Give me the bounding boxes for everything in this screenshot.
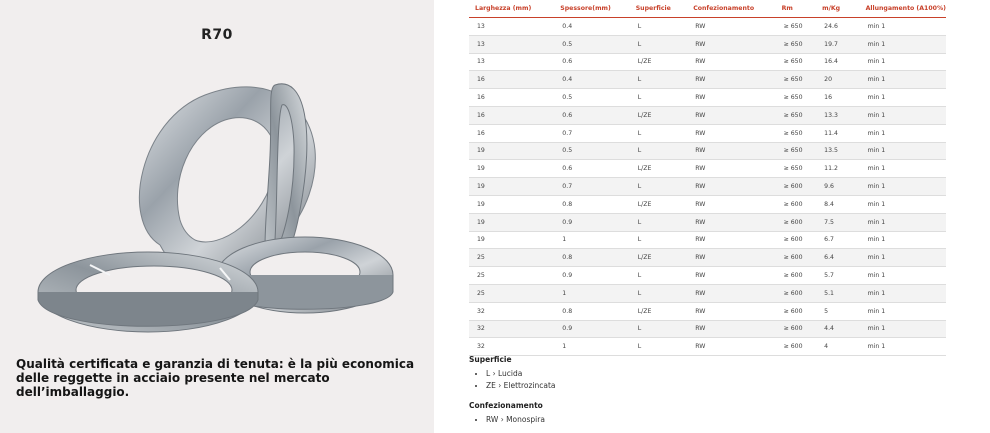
- specifications-table-container: [469, 0, 946, 356]
- cell-allungamento: min 1: [860, 338, 946, 356]
- cell-rm: ≥ 600: [776, 231, 817, 249]
- cell-allungamento: min 1: [860, 213, 946, 231]
- cell-allungamento: min 1: [860, 160, 946, 178]
- cell-larghezza: 16: [469, 89, 554, 107]
- cell-larghezza: 25: [469, 249, 554, 267]
- legend-confezionamento-list: [469, 415, 545, 424]
- cell-confezionamento: RW: [687, 89, 775, 107]
- cell-m-kg: 13.5: [816, 142, 859, 160]
- cell-rm: ≥ 600: [776, 213, 817, 231]
- table-row: [469, 213, 946, 231]
- cell-m-kg: 20: [816, 71, 859, 89]
- cell-confezionamento: RW: [687, 213, 775, 231]
- cell-m-kg: 6.4: [816, 249, 859, 267]
- cell-superficie: L/ZE: [630, 249, 688, 267]
- cell-m-kg: 5: [816, 302, 859, 320]
- header-larghezza: Larghezza (mm): [469, 0, 554, 18]
- cell-spessore: 1: [554, 284, 629, 302]
- cell-rm: ≥ 600: [776, 249, 817, 267]
- header-superficie: Superficie: [630, 0, 688, 18]
- cell-m-kg: 5.1: [816, 284, 859, 302]
- list-item: • L › Lucida: [486, 369, 556, 378]
- cell-larghezza: 16: [469, 106, 554, 124]
- cell-allungamento: min 1: [860, 18, 946, 36]
- cell-confezionamento: RW: [687, 178, 775, 196]
- cell-confezionamento: RW: [687, 106, 775, 124]
- cell-confezionamento: RW: [687, 320, 775, 338]
- cell-superficie: L/ZE: [630, 302, 688, 320]
- table-row: [469, 35, 946, 53]
- cell-superficie: L: [630, 320, 688, 338]
- cell-rm: ≥ 600: [776, 178, 817, 196]
- cell-rm: ≥ 650: [776, 124, 817, 142]
- cell-larghezza: 19: [469, 160, 554, 178]
- cell-rm: ≥ 600: [776, 338, 817, 356]
- product-title: R70: [201, 27, 233, 43]
- cell-confezionamento: RW: [687, 18, 775, 36]
- cell-spessore: 0.5: [554, 89, 629, 107]
- cell-rm: ≥ 600: [776, 195, 817, 213]
- cell-spessore: 0.6: [554, 160, 629, 178]
- cell-confezionamento: RW: [687, 142, 775, 160]
- cell-larghezza: 32: [469, 320, 554, 338]
- cell-larghezza: 19: [469, 142, 554, 160]
- cell-superficie: L: [630, 35, 688, 53]
- cell-larghezza: 19: [469, 195, 554, 213]
- cell-rm: ≥ 650: [776, 18, 817, 36]
- cell-m-kg: 6.7: [816, 231, 859, 249]
- cell-allungamento: min 1: [860, 124, 946, 142]
- cell-spessore: 0.4: [554, 18, 629, 36]
- cell-spessore: 0.5: [554, 35, 629, 53]
- cell-m-kg: 16.4: [816, 53, 859, 71]
- cell-superficie: L: [630, 338, 688, 356]
- cell-allungamento: min 1: [860, 178, 946, 196]
- cell-m-kg: 19.7: [816, 35, 859, 53]
- cell-rm: ≥ 600: [776, 302, 817, 320]
- cell-rm: ≥ 650: [776, 160, 817, 178]
- cell-allungamento: min 1: [860, 89, 946, 107]
- cell-confezionamento: RW: [687, 284, 775, 302]
- cell-superficie: L: [630, 89, 688, 107]
- cell-confezionamento: RW: [687, 249, 775, 267]
- cell-superficie: L/ZE: [630, 53, 688, 71]
- cell-spessore: 0.8: [554, 302, 629, 320]
- header-rm: Rm: [776, 0, 817, 18]
- table-header-row: [469, 0, 946, 18]
- cell-superficie: L: [630, 124, 688, 142]
- cell-rm: ≥ 650: [776, 89, 817, 107]
- header-m-kg: m/Kg: [816, 0, 859, 18]
- cell-larghezza: 19: [469, 231, 554, 249]
- table-row: [469, 195, 946, 213]
- table-row: [469, 338, 946, 356]
- cell-confezionamento: RW: [687, 338, 775, 356]
- header-spessore: Spessore(mm): [554, 0, 629, 18]
- table-row: [469, 284, 946, 302]
- cell-superficie: L: [630, 213, 688, 231]
- cell-superficie: L: [630, 178, 688, 196]
- list-item: • RW › Monospira: [486, 415, 545, 424]
- header-allungamento: Allungamento (A100%): [860, 0, 946, 18]
- cell-superficie: L: [630, 71, 688, 89]
- cell-confezionamento: RW: [687, 267, 775, 285]
- cell-allungamento: min 1: [860, 320, 946, 338]
- cell-larghezza: 13: [469, 53, 554, 71]
- cell-larghezza: 13: [469, 18, 554, 36]
- legend-superficie-title: Superficie: [469, 355, 512, 364]
- cell-rm: ≥ 600: [776, 284, 817, 302]
- cell-confezionamento: RW: [687, 160, 775, 178]
- specifications-table: [469, 0, 946, 356]
- cell-rm: ≥ 600: [776, 320, 817, 338]
- cell-allungamento: min 1: [860, 106, 946, 124]
- cell-superficie: L: [630, 284, 688, 302]
- cell-spessore: 0.6: [554, 53, 629, 71]
- table-row: [469, 160, 946, 178]
- table-body: [469, 18, 946, 356]
- cell-spessore: 0.6: [554, 106, 629, 124]
- cell-spessore: 0.5: [554, 142, 629, 160]
- cell-m-kg: 4.4: [816, 320, 859, 338]
- table-row: [469, 106, 946, 124]
- cell-confezionamento: RW: [687, 195, 775, 213]
- cell-rm: ≥ 650: [776, 142, 817, 160]
- cell-spessore: 0.4: [554, 71, 629, 89]
- cell-m-kg: 13.3: [816, 106, 859, 124]
- cell-m-kg: 4: [816, 338, 859, 356]
- cell-spessore: 0.9: [554, 267, 629, 285]
- table-row: [469, 142, 946, 160]
- list-item: • ZE › Elettrozincata: [486, 381, 556, 390]
- cell-m-kg: 11.2: [816, 160, 859, 178]
- cell-rm: ≥ 650: [776, 53, 817, 71]
- cell-spessore: 1: [554, 231, 629, 249]
- cell-larghezza: 16: [469, 71, 554, 89]
- cell-allungamento: min 1: [860, 231, 946, 249]
- cell-superficie: L: [630, 267, 688, 285]
- cell-allungamento: min 1: [860, 249, 946, 267]
- cell-larghezza: 32: [469, 338, 554, 356]
- table-row: [469, 249, 946, 267]
- cell-larghezza: 16: [469, 124, 554, 142]
- cell-larghezza: 32: [469, 302, 554, 320]
- cell-rm: ≥ 600: [776, 267, 817, 285]
- cell-larghezza: 19: [469, 213, 554, 231]
- legend-confezionamento: [469, 401, 545, 427]
- cell-m-kg: 5.7: [816, 267, 859, 285]
- cell-larghezza: 19: [469, 178, 554, 196]
- cell-larghezza: 13: [469, 35, 554, 53]
- cell-allungamento: min 1: [860, 284, 946, 302]
- cell-m-kg: 11.4: [816, 124, 859, 142]
- legend-confezionamento-title: Confezionamento: [469, 401, 543, 410]
- cell-superficie: L/ZE: [630, 106, 688, 124]
- table-row: [469, 53, 946, 71]
- cell-confezionamento: RW: [687, 53, 775, 71]
- table-row: [469, 124, 946, 142]
- cell-allungamento: min 1: [860, 142, 946, 160]
- legend-superficie-list: [469, 369, 556, 390]
- table-row: [469, 320, 946, 338]
- cell-rm: ≥ 650: [776, 106, 817, 124]
- cell-allungamento: min 1: [860, 53, 946, 71]
- cell-superficie: L/ZE: [630, 160, 688, 178]
- cell-spessore: 1: [554, 338, 629, 356]
- cell-confezionamento: RW: [687, 71, 775, 89]
- cell-spessore: 0.9: [554, 213, 629, 231]
- cell-confezionamento: RW: [687, 302, 775, 320]
- cell-rm: ≥ 650: [776, 71, 817, 89]
- cell-superficie: L: [630, 142, 688, 160]
- table-row: [469, 267, 946, 285]
- cell-m-kg: 7.5: [816, 213, 859, 231]
- cell-allungamento: min 1: [860, 267, 946, 285]
- cell-confezionamento: RW: [687, 124, 775, 142]
- cell-spessore: 0.7: [554, 178, 629, 196]
- cell-larghezza: 25: [469, 267, 554, 285]
- cell-rm: ≥ 650: [776, 35, 817, 53]
- cell-superficie: L/ZE: [630, 195, 688, 213]
- cell-spessore: 0.9: [554, 320, 629, 338]
- cell-allungamento: min 1: [860, 35, 946, 53]
- table-row: [469, 18, 946, 36]
- product-panel: [0, 0, 434, 433]
- table-row: [469, 231, 946, 249]
- cell-spessore: 0.8: [554, 249, 629, 267]
- product-description: Qualità certificata e garanzia di tenuta: è la più economica delle reggette in acciaio presente nel mercato dell’imballaggio.: [16, 357, 415, 399]
- cell-m-kg: 9.6: [816, 178, 859, 196]
- cell-confezionamento: RW: [687, 231, 775, 249]
- header-confezionamento: Confezionamento: [687, 0, 775, 18]
- table-row: [469, 302, 946, 320]
- cell-allungamento: min 1: [860, 195, 946, 213]
- table-row: [469, 89, 946, 107]
- cell-larghezza: 25: [469, 284, 554, 302]
- cell-m-kg: 24.6: [816, 18, 859, 36]
- cell-allungamento: min 1: [860, 302, 946, 320]
- cell-superficie: L: [630, 18, 688, 36]
- cell-confezionamento: RW: [687, 35, 775, 53]
- cell-m-kg: 16: [816, 89, 859, 107]
- cell-superficie: L: [630, 231, 688, 249]
- cell-m-kg: 8.4: [816, 195, 859, 213]
- cell-spessore: 0.7: [554, 124, 629, 142]
- legend-superficie: [469, 355, 556, 393]
- table-row: [469, 178, 946, 196]
- cell-spessore: 0.8: [554, 195, 629, 213]
- steel-strapping-coils-image: [30, 60, 405, 340]
- cell-allungamento: min 1: [860, 71, 946, 89]
- table-row: [469, 71, 946, 89]
